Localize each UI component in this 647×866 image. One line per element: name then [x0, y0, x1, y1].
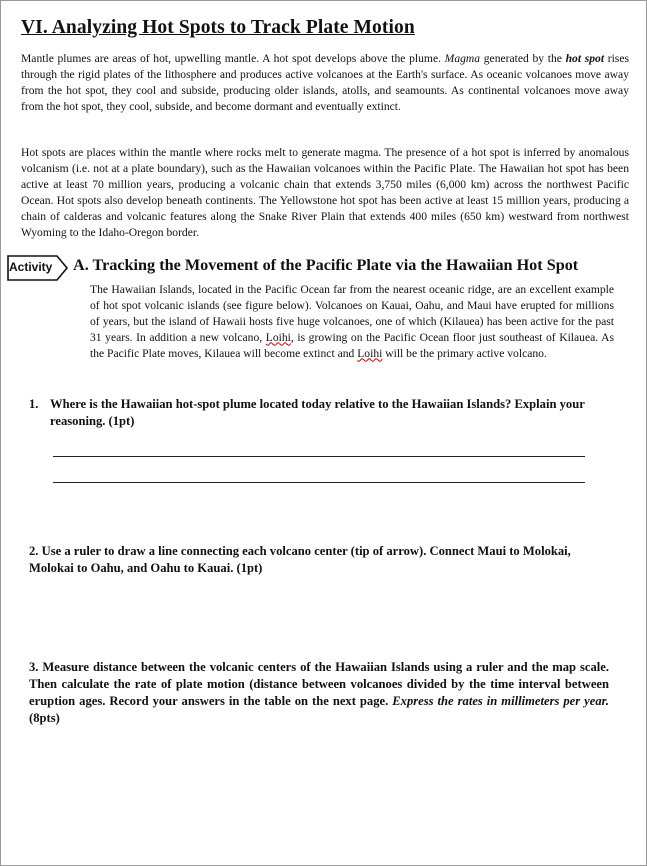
p3-text-c: will be the primary active volcano.: [382, 346, 547, 360]
p3-text-b: , is growing on the Pacific Ocean floor just southeast of Kilauea. As the Pacific Plate moves, Kilauea will become extinct and: [90, 330, 614, 360]
question-1-number: 1.: [29, 397, 39, 411]
loihi-term-2: Loihi: [357, 346, 383, 360]
answer-line-1[interactable]: [53, 456, 585, 457]
question-3-text: 3. Measure distance between the volcanic centers of the Hawaiian Islands using a ruler and the map scale. Then calculate the rate of plate motion (distance between volcanoes divided by the time interval between eruption ages. Record your answers in the table on the next page.: [29, 660, 609, 708]
p1-text-c: rises through the rigid plates of the lithosphere and produces active volcanoes at the Earth's surface. As oceanic volcanoes move away from the hot spot, they cool and subside, producing older islands, atolls, and seamounts. As continental volcanoes move away from the hot spot, they cool, subside, and become dormant and eventually extinct.: [21, 52, 629, 113]
magma-term: Magma: [444, 52, 481, 65]
question-3-points: (8pts): [29, 711, 60, 725]
question-3-emphasis: Express the rates in millimeters per year.: [392, 694, 609, 708]
question-1-text: Where is the Hawaiian hot-spot plume located today relative to the Hawaiian Islands? Explain your reasoning. (1pt): [50, 397, 585, 428]
activity-badge: [7, 255, 67, 279]
section-title: A. Tracking the Movement of the Pacific Plate via the Hawaiian Hot Spot: [73, 256, 579, 274]
intro-paragraph-1: [21, 51, 629, 115]
p3-text-a: The Hawaiian Islands, located in the Pacific Ocean far from the nearest oceanic ridge, are an excellent example of hot spot volcanic islands (see figure below). Volcanoes on Kauai, Oahu, and Maui have erupted for millions of years, but the island of Hawaii hosts five huge volcanoes, one of which (Kilauea) has been active for the past 31 years. In addition a new volcano,: [90, 283, 614, 344]
intro-paragraph-2: Hot spots are places within the mantle where rocks melt to generate magma. The presence of a hot spot is inferred by anomalous volcanism (i.e. not at a plate boundary), such as the Hawaiian volcanoes within the Pacific Plate. The Hawaiian hot spot has been active at least 70 million years, producing a volcanic chain that extends 3,750 miles (6,000 km) across the northwest Pacific Ocean. Hot spots also develop beneath continents. The Yellowstone hot spot has been active at least 15 million years, producing a chain of calderas and volcanic features along the Snake River Plain that extends 400 miles (650 km) westward from northwest Wyoming to the Idaho-Oregon border.: [21, 146, 629, 239]
question-2: 2. Use a ruler to draw a line connecting each volcano center (tip of arrow). Connect Maui to Molokai, Molokai to Oahu, and Oahu to Kauai. (1pt): [29, 544, 571, 575]
activity-paragraph: [90, 282, 614, 362]
page-title: VI. Analyzing Hot Spots to Track Plate Motion: [21, 17, 415, 38]
p1-text-a: Mantle plumes are areas of hot, upwelling mantle. A hot spot develops above the plume.: [21, 52, 445, 65]
activity-badge-label: Activity: [9, 260, 53, 274]
loihi-term-1: Loihi: [265, 330, 291, 344]
p1-text-b: generated by the: [480, 52, 566, 65]
question-3: [29, 659, 609, 727]
hot-spot-term: hot spot: [565, 52, 605, 65]
answer-line-2[interactable]: [53, 482, 585, 483]
